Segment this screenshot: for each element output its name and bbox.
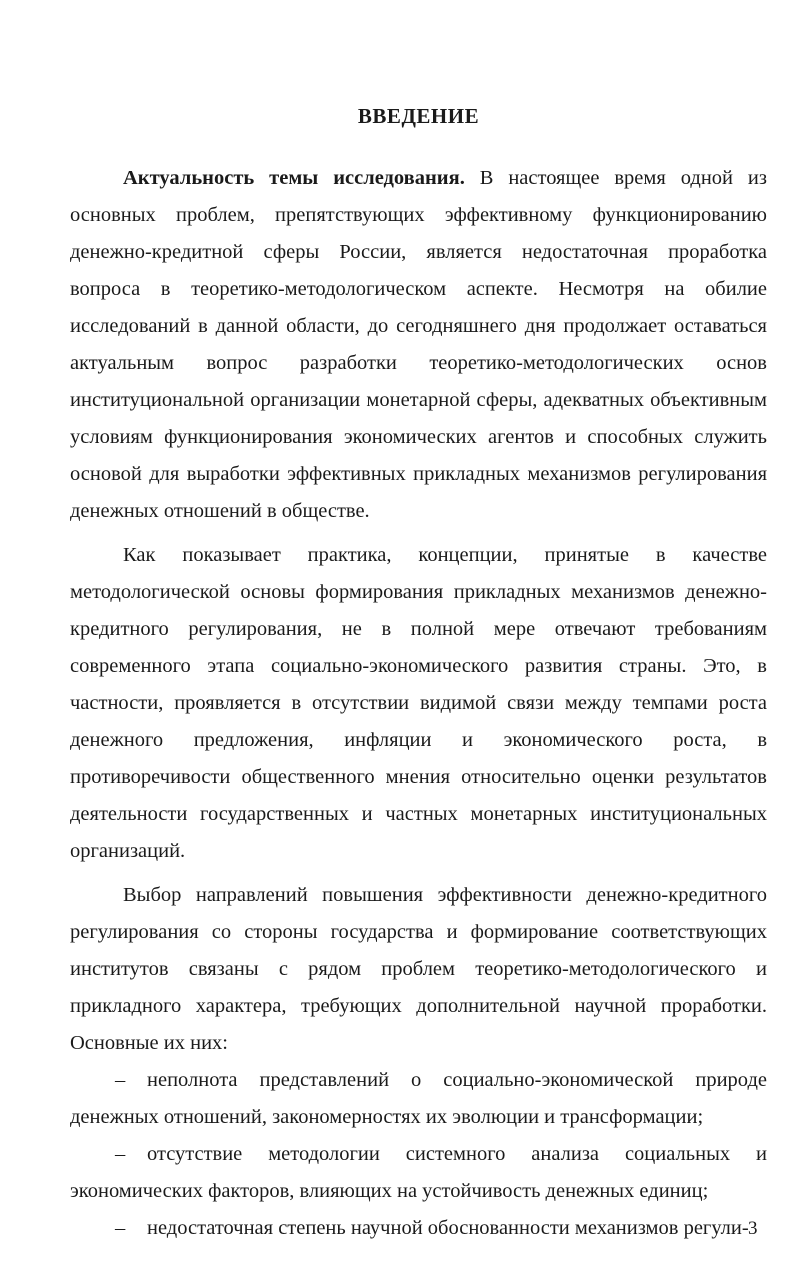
paragraph-2: Как показывает практика, концепции, принятые в качестве методологической основы формирования прикладных механизмов денежно-кредитного регулирования, не в полной мере отвечают требованиям современного этапа социально-экономического развития страны. Это, в частности, проявляется в отсутствии видимой связи между темпами роста денежного предложения, инфляции и экономического роста, в противоречивости общественного мнения относительно оценки результатов деятельности государственных и частных монетарных институциональных организаций.	[70, 544, 767, 862]
list-marker: –	[115, 1069, 126, 1091]
paragraph-lead: Актуальность темы исследования.	[123, 167, 465, 189]
list-item-text: неполнота представлений о социально-экономической природе денежных отношений, закономерностях их эволюции и трансформации;	[70, 1069, 767, 1128]
list-item-text: отсутствие методологии системного анализа социальных и экономических факторов, влияющих на устойчивость денежных единиц;	[70, 1143, 767, 1202]
list-item-text: недостаточная степень научной обоснованности механизмов регули-	[147, 1217, 749, 1239]
body-text	[70, 160, 767, 1247]
list-marker: –	[115, 1217, 126, 1239]
paragraph-3: Выбор направлений повышения эффективности денежно-кредитного регулирования со стороны государства и формирование соответствующих институтов связаны с рядом проблем теоретико-методологического и прикладного характера, требующих дополнительной научной проработки. Основные их них:	[70, 884, 767, 1054]
list-marker: –	[115, 1143, 126, 1165]
section-title: ВВЕДЕНИЕ	[357, 104, 480, 128]
paragraph-1	[70, 160, 767, 530]
list-item	[70, 1136, 767, 1210]
paragraph-text: В настоящее время одной из основных проблем, препятствующих эффективному функционированию денежно-кредитной сферы России, является недостаточная проработка вопроса в теоретико-методологическом аспекте. Несмотря на обилие исследований в данной области, до сегодняшнего дня продолжает оставаться актуальным вопрос разработки теоретико-методологических основ институциональной организации монетарной сферы, адекватных объективным условиям функционирования экономических агентов и способных служить основой для выработки эффективных прикладных механизмов регулирования денежных отношений в обществе.	[70, 167, 767, 522]
list-item	[70, 1210, 767, 1247]
list-item	[70, 1062, 767, 1136]
page-number: 3	[748, 1218, 758, 1239]
